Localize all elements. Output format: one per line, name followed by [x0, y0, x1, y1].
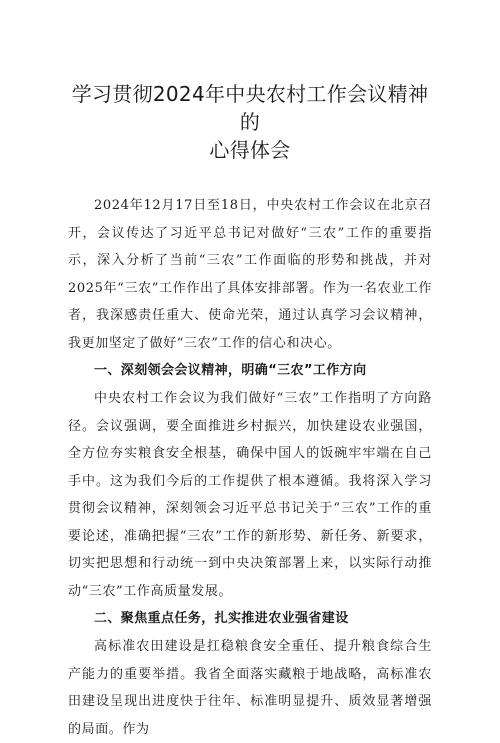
document-title-line-2: 心得体会	[209, 138, 291, 162]
section-2-heading: 二、聚焦重点任务，扎实推进农业强省建设	[94, 611, 349, 626]
intro-paragraph: 2024年12月17日至18日，中央农村工作会议在北京召开，会议传达了习近平总书记对做好“三农”工作的重要指示，深入分析了当前“三农”工作面临的形势和挑战，并对2025年“三农”工作作出了具体安排部署。作为一名农业工作者，我深感责任重大、使命光荣，通过认真学习会议精神，我更加坚定了做好“三农”工作的信心和决心。	[68, 198, 432, 351]
document-title-line-1: 学习贯彻2024年中央农村工作会议精神的	[71, 82, 429, 134]
section-1-heading: 一、深刻领会会议精神，明确“三农”工作方向	[94, 363, 367, 378]
section-2-paragraph: 高标准农田建设是扛稳粮食安全重任、提升粮食综合生产能力的重要举措。我省全面落实藏粮于地战略，高标准农田建设呈现出进度快于往年、标准明显提升、质效显著增强的局面。作为	[68, 639, 432, 737]
document-title	[68, 80, 432, 164]
section-1-paragraph: 中央农村工作会议为我们做好“三农”工作指明了方向路径。会议强调，要全面推进乡村振兴，加快建设农业强国，全方位夯实粮食安全根基，确保中国人的饭碗牢牢端在自己手中。这为我们今后的工作提供了根本遵循。我将深入学习贯彻会议精神，深刻领会习近平总书记关于“三农”工作的重要论述，准确把握“三农”工作的新形势、新任务、新要求，切实把思想和行动统一到中央决策部署上来，以实际行动推动“三农”工作高质量发展。	[68, 391, 432, 599]
